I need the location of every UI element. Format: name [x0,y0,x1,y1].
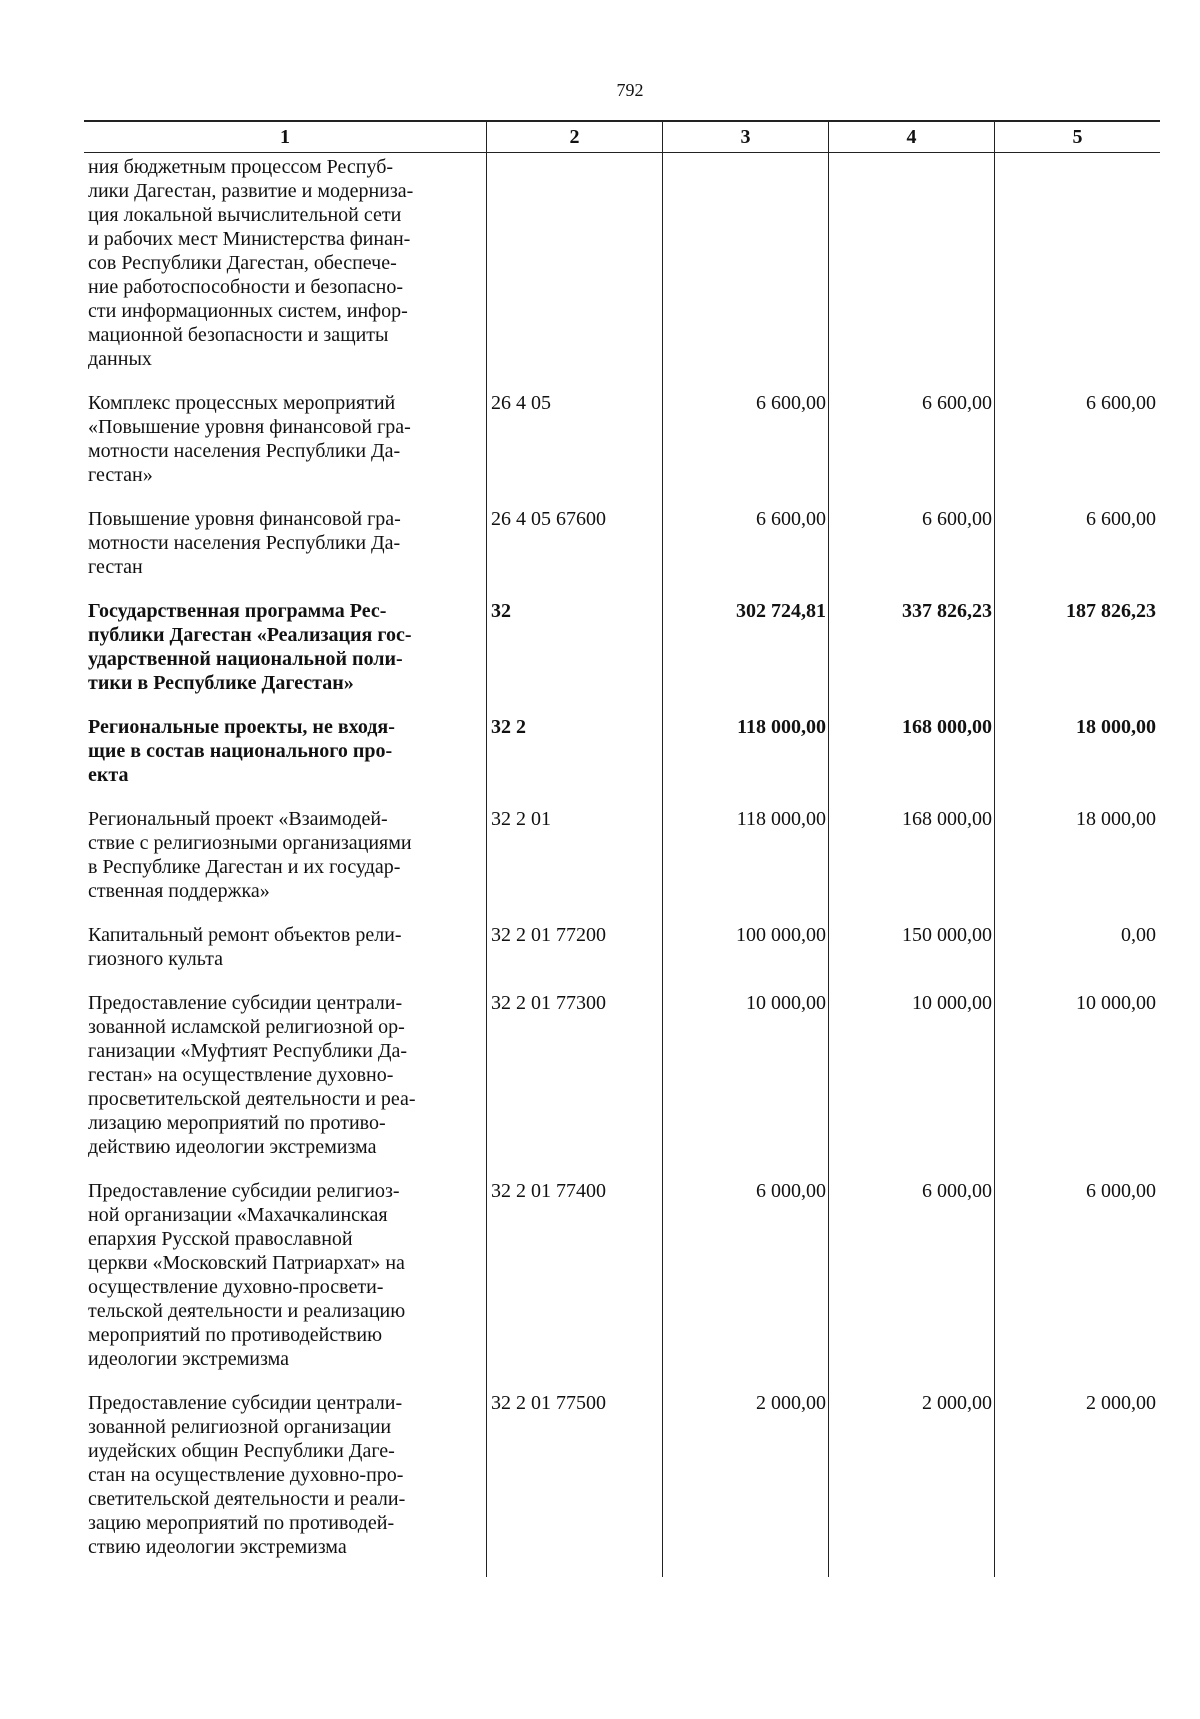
row-value-col4: 6 600,00 [828,505,994,597]
row-value-col4 [828,153,994,389]
row-value-col5: 18 000,00 [994,805,1160,921]
row-name-cell: Предоставление субсидии централи- зованной исламской религиозной ор- ганизации «Муфтият Республики Да- гестан» на осуществление духовно- просветительской деятельности и реа- лизацию мероприятий по противо- действию идеологии экстремизма [88,992,416,1158]
column-header-2: 2 [486,122,662,152]
table-row [84,921,1160,989]
row-name-cell: Капитальный ремонт объектов рели- гиозного культа [88,924,402,970]
column-header-5: 5 [994,122,1160,152]
row-value-col3: 118 000,00 [662,805,828,921]
row-value-col3: 6 600,00 [662,389,828,505]
row-value-col3: 118 000,00 [662,713,828,805]
row-code-cell: 26 4 05 67600 [486,505,662,597]
table-row [84,597,1160,713]
row-value-col4: 10 000,00 [828,989,994,1177]
row-name-cell: Предоставление субсидии религиоз- ной организации «Махачкалинская епархия Русской православной церкви «Московский Патриархат» на осуществление духовно-просвети- тельской деятельности и реализацию мероприятий по противодействию идеологии экстремизма [88,1180,406,1370]
row-code-cell: 32 2 [486,713,662,805]
row-code-cell [486,153,662,389]
row-value-col3 [662,153,828,389]
row-name-cell: Региональные проекты, не входя- щие в состав национального про- екта [88,716,395,786]
row-value-col3: 100 000,00 [662,921,828,989]
row-value-col4: 150 000,00 [828,921,994,989]
table-header-row [84,120,1160,153]
page-number: 792 [616,80,644,100]
table-row [84,389,1160,505]
row-code-cell: 32 2 01 [486,805,662,921]
row-code-cell: 32 2 01 77300 [486,989,662,1177]
table-row [84,713,1160,805]
row-value-col3: 2 000,00 [662,1389,828,1577]
row-value-col5: 6 000,00 [994,1177,1160,1389]
row-value-col4: 6 000,00 [828,1177,994,1389]
row-value-col5: 6 600,00 [994,505,1160,597]
table-row [84,1177,1160,1389]
row-name-cell: Повышение уровня финансовой гра- мотности населения Республики Да- гестан [88,508,401,578]
row-name-cell: Государственная программа Рес- публики Дагестан «Реализация гос- ударственной национальной поли- тики в Республике Дагестан» [88,600,412,694]
table-row [84,989,1160,1177]
column-header-1: 1 [280,126,290,148]
row-value-col3: 6 600,00 [662,505,828,597]
row-value-col4: 337 826,23 [828,597,994,713]
column-header-4: 4 [828,122,994,152]
row-name-cell: Комплекс процессных мероприятий «Повышение уровня финансовой гра- мотности населения Республики Да- гестан» [88,392,411,486]
row-name-cell: ния бюджетным процессом Респуб- лики Дагестан, развитие и модерниза- ция локальной вычислительной сети и рабочих мест Министерства финан- сов Республики Дагестан, обеспече- ние работоспособности и безопасно- сти информационных систем, инфор- мационной безопасности и защиты данных [88,156,414,370]
table-row [84,805,1160,921]
table-row [84,153,1160,389]
row-value-col3: 10 000,00 [662,989,828,1177]
row-value-col4: 2 000,00 [828,1389,994,1577]
table-body [84,153,1160,1577]
table-row [84,1389,1160,1577]
row-code-cell: 26 4 05 [486,389,662,505]
row-value-col3: 6 000,00 [662,1177,828,1389]
table-row [84,505,1160,597]
column-header-3: 3 [662,122,828,152]
row-value-col4: 168 000,00 [828,713,994,805]
row-name-cell: Предоставление субсидии централи- зованной религиозной организации иудейских общин Республики Даге- стан на осуществление духовно-про- светительской деятельности и реали- зацию мероприятий по противодей- ствию идеологии экстремизма [88,1392,406,1558]
row-value-col4: 6 600,00 [828,389,994,505]
row-code-cell: 32 2 01 77200 [486,921,662,989]
row-value-col5: 0,00 [994,921,1160,989]
row-code-cell: 32 2 01 77400 [486,1177,662,1389]
row-code-cell: 32 2 01 77500 [486,1389,662,1577]
budget-table [84,120,1160,1577]
row-value-col3: 302 724,81 [662,597,828,713]
row-value-col5 [994,153,1160,389]
row-value-col5: 187 826,23 [994,597,1160,713]
row-value-col5: 6 600,00 [994,389,1160,505]
row-value-col5: 10 000,00 [994,989,1160,1177]
row-value-col5: 18 000,00 [994,713,1160,805]
row-code-cell: 32 [486,597,662,713]
row-name-cell: Региональный проект «Взаимодей- ствие с религиозными организациями в Республике Дагестан и их государ- ственная поддержка» [88,808,412,902]
row-value-col5: 2 000,00 [994,1389,1160,1577]
row-value-col4: 168 000,00 [828,805,994,921]
